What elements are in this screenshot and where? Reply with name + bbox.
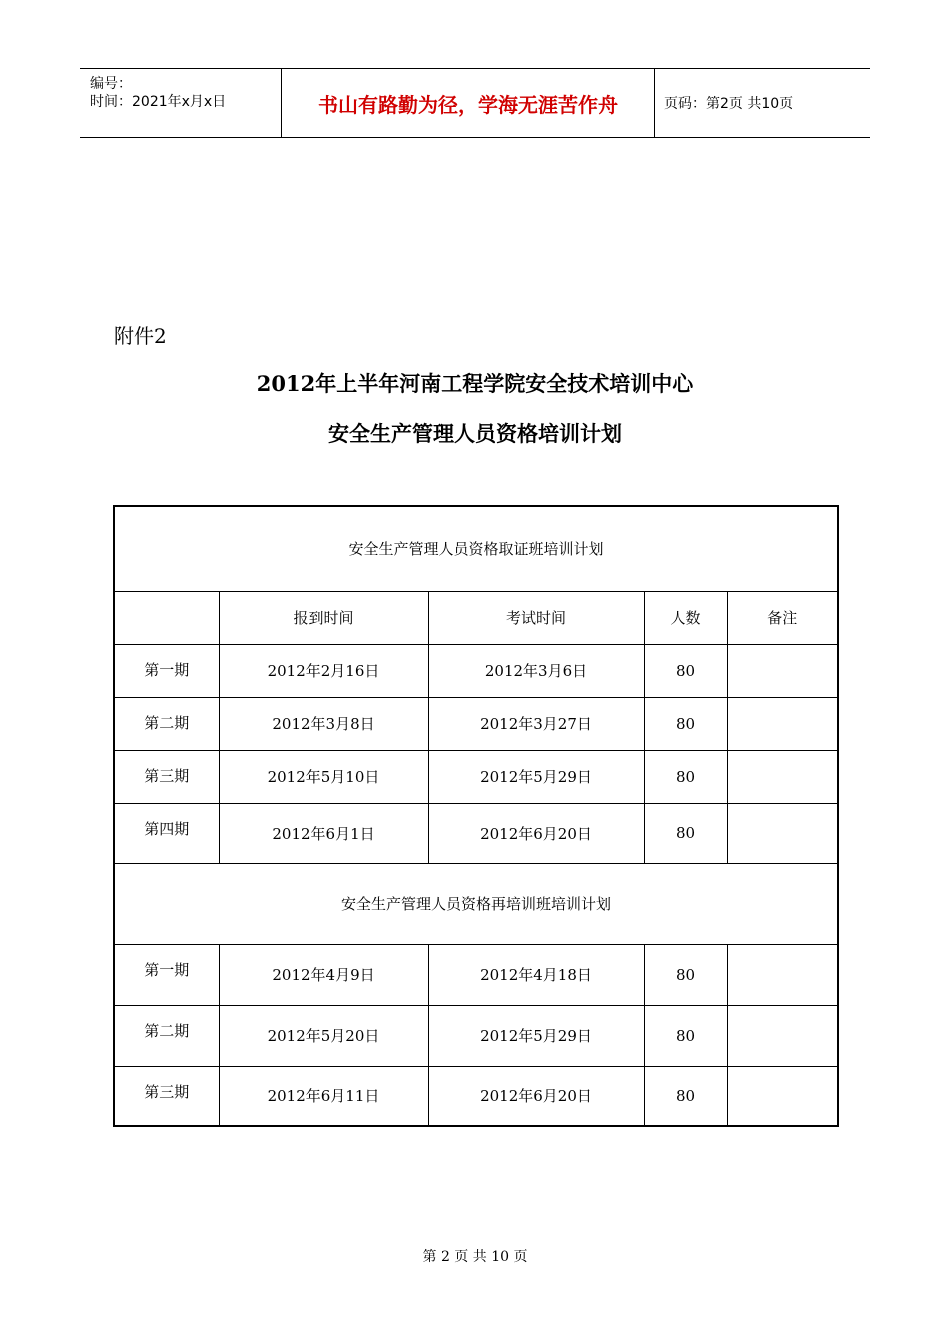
section2-title-row xyxy=(114,863,838,944)
exam-time-cell: 2012年6月20日 xyxy=(428,803,644,863)
note-cell xyxy=(727,750,838,803)
table-row xyxy=(114,697,838,750)
report-time-cell: 2012年6月1日 xyxy=(219,803,428,863)
count-cell: 80 xyxy=(644,1066,727,1126)
count-cell: 80 xyxy=(644,697,727,750)
page-footer: 第 2 页 共 10 页 xyxy=(422,1249,528,1265)
column-header-count: 人数 xyxy=(644,591,727,644)
report-time-cell: 2012年6月11日 xyxy=(219,1066,428,1126)
note-cell xyxy=(727,803,838,863)
attachment-label: 附件2 xyxy=(114,324,167,348)
period-cell: 第三期 xyxy=(114,1066,219,1126)
column-header-exam-time: 考试时间 xyxy=(428,591,644,644)
report-time-cell: 2012年2月16日 xyxy=(219,644,428,697)
exam-time-cell: 2012年5月29日 xyxy=(428,1005,644,1066)
count-cell: 80 xyxy=(644,644,727,697)
table-row xyxy=(114,944,838,1005)
exam-time-cell: 2012年5月29日 xyxy=(428,750,644,803)
header-page-info: 页码：第2页 共10页 xyxy=(664,96,794,112)
period-cell: 第二期 xyxy=(114,1005,219,1066)
period-cell: 第二期 xyxy=(114,697,219,750)
period-cell: 第一期 xyxy=(114,644,219,697)
report-time-cell: 2012年5月10日 xyxy=(219,750,428,803)
note-cell xyxy=(727,944,838,1005)
note-cell xyxy=(727,1066,838,1126)
column-header-report-time: 报到时间 xyxy=(219,591,428,644)
exam-time-cell: 2012年4月18日 xyxy=(428,944,644,1005)
table-row xyxy=(114,803,838,863)
table-header-row xyxy=(114,591,838,644)
training-plan-table xyxy=(113,505,839,1127)
count-cell: 80 xyxy=(644,750,727,803)
column-header-note: 备注 xyxy=(727,591,838,644)
count-cell: 80 xyxy=(644,944,727,1005)
count-cell: 80 xyxy=(644,803,727,863)
section1-title: 安全生产管理人员资格取证班培训计划 xyxy=(114,506,838,591)
section1-title-row xyxy=(114,506,838,591)
period-cell: 第三期 xyxy=(114,750,219,803)
header-motto: 书山有路勤为径，学海无涯苦作舟 xyxy=(281,69,655,137)
table-row xyxy=(114,1005,838,1066)
document-title-line1: 2012年上半年河南工程学院安全技术培训中心 xyxy=(256,371,694,396)
report-time-cell: 2012年5月20日 xyxy=(219,1005,428,1066)
report-time-cell: 2012年3月8日 xyxy=(219,697,428,750)
report-time-cell: 2012年4月9日 xyxy=(219,944,428,1005)
document-header xyxy=(80,68,870,138)
exam-time-cell: 2012年3月6日 xyxy=(428,644,644,697)
table-row xyxy=(114,750,838,803)
header-number-label: 编号： xyxy=(90,76,132,92)
header-time-label: 时间：2021年x月x日 xyxy=(90,94,227,110)
table-row xyxy=(114,1066,838,1126)
count-cell: 80 xyxy=(644,1005,727,1066)
period-cell: 第一期 xyxy=(114,944,219,1005)
exam-time-cell: 2012年6月20日 xyxy=(428,1066,644,1126)
exam-time-cell: 2012年3月27日 xyxy=(428,697,644,750)
header-meta xyxy=(80,69,281,137)
table-row xyxy=(114,644,838,697)
section2-title: 安全生产管理人员资格再培训班培训计划 xyxy=(114,863,838,944)
column-header-period xyxy=(114,591,219,644)
period-cell: 第四期 xyxy=(114,803,219,863)
note-cell xyxy=(727,1005,838,1066)
document-title-line2: 安全生产管理人员资格培训计划 xyxy=(328,421,622,446)
note-cell xyxy=(727,697,838,750)
note-cell xyxy=(727,644,838,697)
